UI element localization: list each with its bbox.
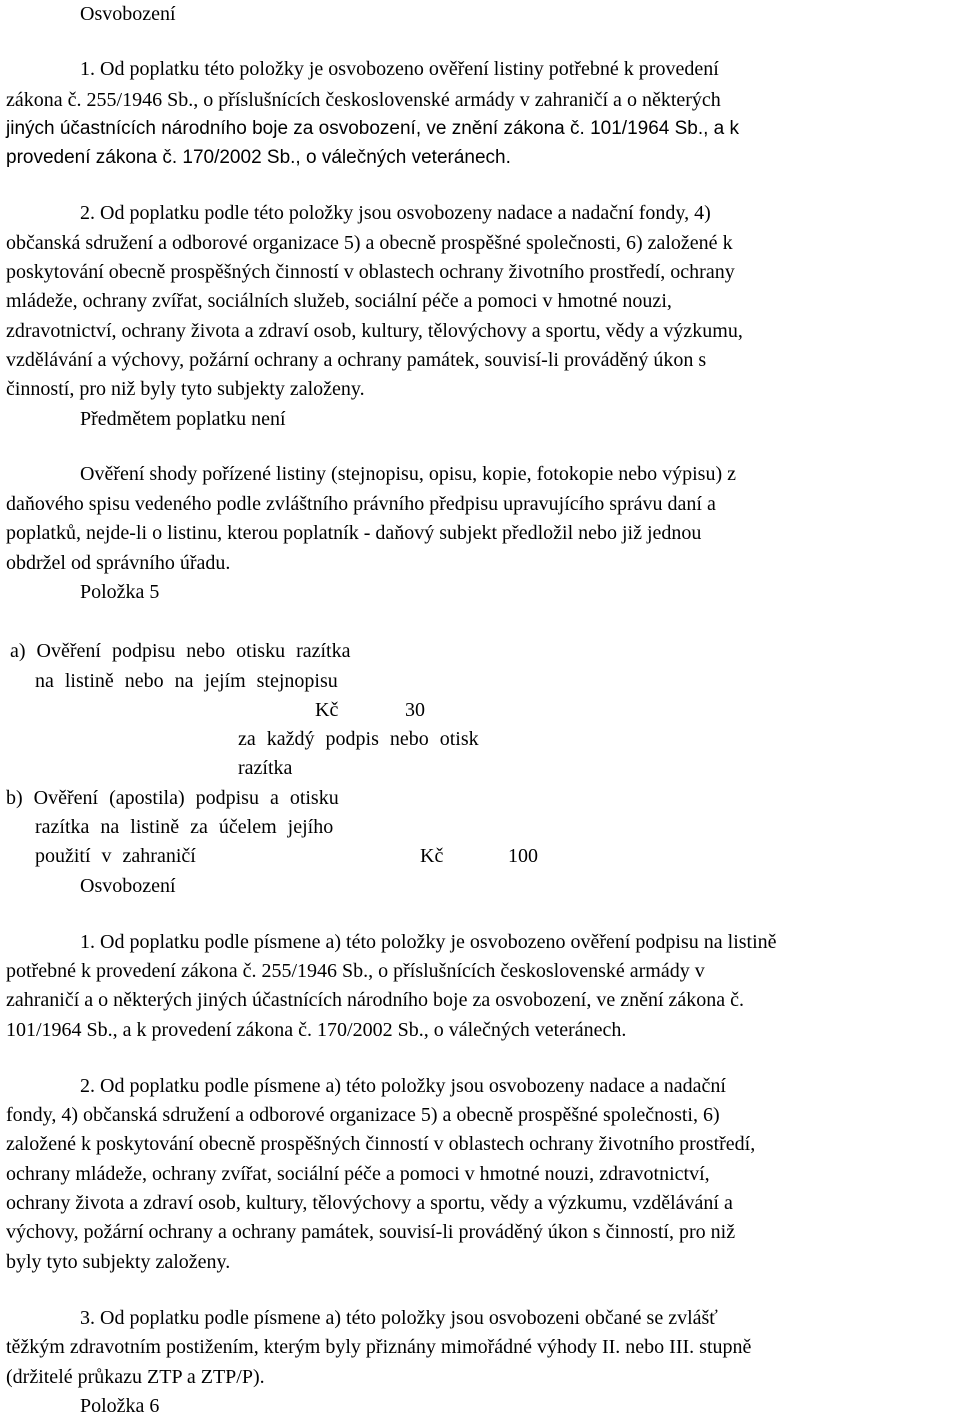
exemption1-line: provedení zákona č. 170/2002 Sb., o válečných veteránech. xyxy=(6,147,511,168)
item5-a-note: za každý podpis nebo otisk xyxy=(238,728,479,750)
item5-exemption1-line: 1. Od poplatku podle písmene a) této položky je osvobozeno ověření podpisu na listině xyxy=(80,931,777,953)
item5-exemption2-line: 2. Od poplatku podle písmene a) této položky jsou osvobozeny nadace a nadační xyxy=(80,1075,726,1097)
item5-b-amount: 100 xyxy=(508,845,538,867)
section-heading-exemption: Osvobození xyxy=(80,875,176,897)
item5-exemption2-line: byly tyto subjekty založeny. xyxy=(6,1251,231,1273)
item5-a-amount: 30 xyxy=(405,699,425,721)
item5-exemption1-line: potřebné k provedení zákona č. 255/1946 Sb., o příslušnících československé armády v xyxy=(6,960,705,982)
item5-a-currency: Kč xyxy=(315,699,339,721)
exemption1-line: zákona č. 255/1946 Sb., o příslušnících československé armády v zahraničí a o některých xyxy=(6,89,721,111)
item5-exemption3-line: (držitelé průkazu ZTP a ZTP/P). xyxy=(6,1366,265,1388)
item-heading: Položka 5 xyxy=(80,581,160,603)
item5-exemption1-line: 101/1964 Sb., a k provedení zákona č. 170/2002 Sb., o válečných veteránech. xyxy=(6,1019,627,1041)
exemption1-line: jiných účastnících národního boje za osvobození, ve znění zákona č. 101/1964 Sb., a k xyxy=(6,118,740,139)
item5-exemption2-line: založené k poskytování obecně prospěšných činností v oblastech ochrany životního prostředí, xyxy=(6,1133,756,1155)
item-heading: Položka 6 xyxy=(80,1395,160,1417)
not-subject-line: poplatků, nejde-li o listinu, kterou poplatník - daňový subjekt předložil nebo již jednou xyxy=(6,522,702,544)
exemption2-line: 2. Od poplatku podle této položky jsou osvobozeny nadace a nadační fondy, 4) xyxy=(80,202,711,224)
item5-b-description: b) Ověření (apostila) podpisu a otisku xyxy=(6,787,339,809)
exemption2-line: poskytování obecně prospěšných činností v oblastech ochrany životního prostředí, ochrany xyxy=(6,261,735,283)
item5-exemption3-line: těžkým zdravotním postižením, kterým byly přiznány mimořádné výhody II. nebo III. stupně xyxy=(6,1336,752,1358)
item5-exemption2-line: fondy, 4) občanská sdružení a odborové organizace 5) a obecně prospěšné společnosti, 6) xyxy=(6,1104,720,1126)
item5-a-note: razítka xyxy=(238,757,293,779)
exemption1-line: 1. Od poplatku této položky je osvobozeno ověření listiny potřebné k provedení xyxy=(80,58,719,80)
item5-b-currency: Kč xyxy=(420,845,444,867)
item5-a-description: na listině nebo na jejím stejnopisu xyxy=(35,670,338,692)
exemption2-line: mládeže, ochrany zvířat, sociálních služeb, sociální péče a pomoci v hmotné nouzi, xyxy=(6,290,672,312)
item5-b-description: razítka na listině za účelem jejího xyxy=(35,816,334,838)
item5-exemption2-line: ochrany života a zdraví osob, kultury, tělovýchovy a sportu, vědy a výzkumu, vzdělávání a xyxy=(6,1192,733,1214)
exemption2-line: vzdělávání a výchovy, požární ochrany a ochrany památek, souvisí-li prováděný úkon s xyxy=(6,349,707,371)
section-heading-exemption: Osvobození xyxy=(80,3,176,25)
item5-exemption1-line: zahraničí a o některých jiných účastnících národního boje za osvobození, ve znění zákona č. xyxy=(6,989,745,1011)
item5-b-description: použití v zahraničí xyxy=(35,845,196,867)
item5-a-description: a) Ověření podpisu nebo otisku razítka xyxy=(10,640,351,662)
item5-exemption3-line: 3. Od poplatku podle písmene a) této položky jsou osvobozeni občané se zvlášť xyxy=(80,1307,718,1329)
section-heading-not-subject: Předmětem poplatku není xyxy=(80,408,286,430)
not-subject-line: Ověření shody pořízené listiny (stejnopisu, opisu, kopie, fotokopie nebo výpisu) z xyxy=(80,463,737,485)
not-subject-line: obdržel od správního úřadu. xyxy=(6,552,231,574)
item5-exemption2-line: výchovy, požární ochrany a ochrany památek, souvisí-li prováděný úkon s činností, pro niž xyxy=(6,1221,736,1243)
exemption2-line: občanská sdružení a odborové organizace 5) a obecně prospěšné společnosti, 6) založené k xyxy=(6,232,733,254)
exemption2-line: činností, pro niž byly tyto subjekty založeny. xyxy=(6,378,365,400)
item5-exemption2-line: ochrany mládeže, ochrany zvířat, sociální péče a pomoci v hmotné nouzi, zdravotnictví, xyxy=(6,1163,710,1185)
exemption2-line: zdravotnictví, ochrany života a zdraví osob, kultury, tělovýchovy a sportu, vědy a výzkumu, xyxy=(6,320,743,342)
not-subject-line: daňového spisu vedeného podle zvláštního právního předpisu upravujícího správu daní a xyxy=(6,493,716,515)
